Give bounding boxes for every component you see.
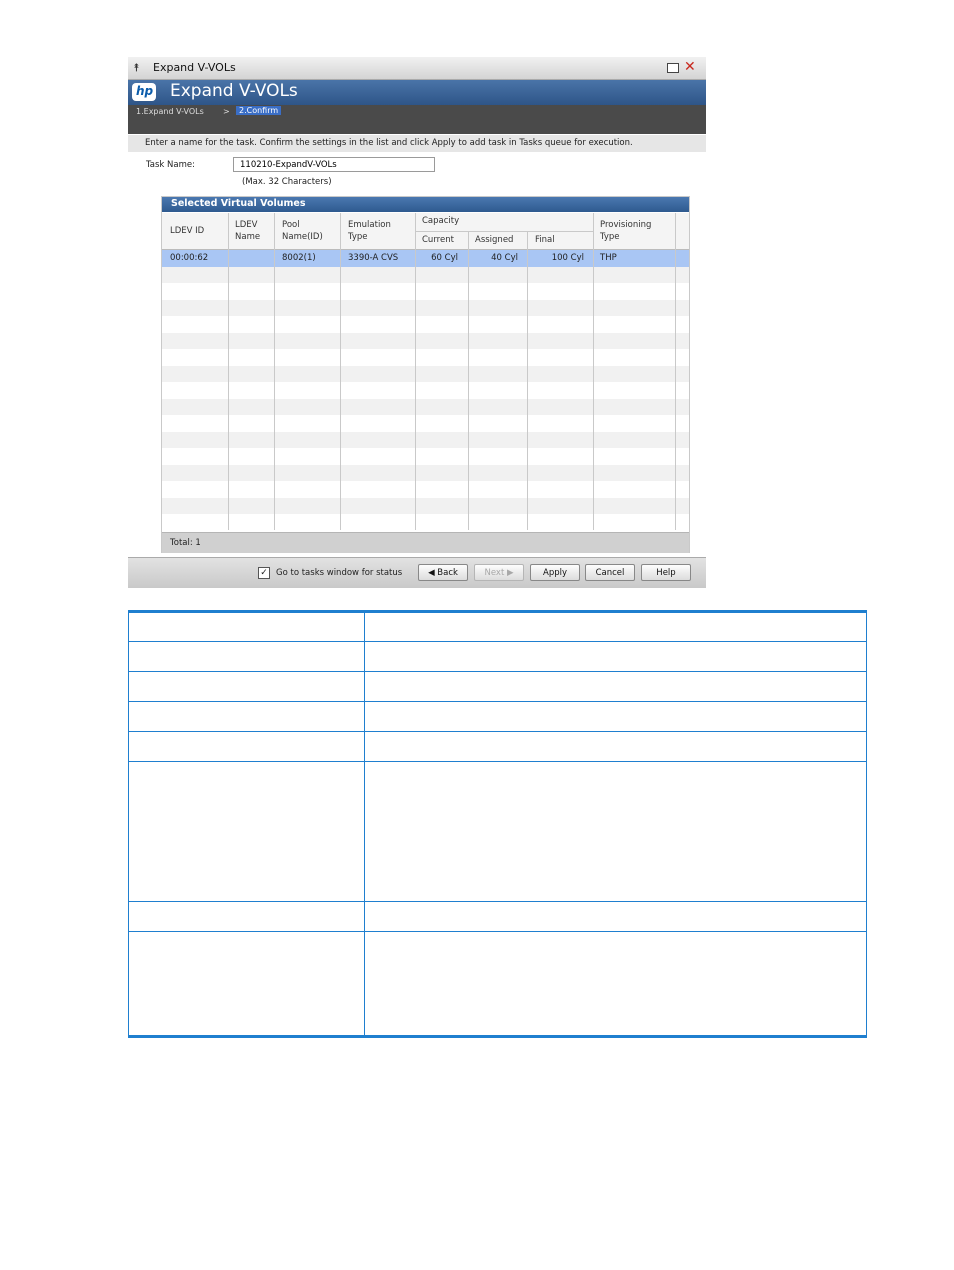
table-row-empty	[162, 267, 689, 284]
instruction-text: Enter a name for the task. Confirm the settings in the list and click Apply to add task in Tasks queue for execution.	[145, 138, 633, 148]
table-row-empty	[162, 514, 689, 530]
table-row-divider	[128, 731, 867, 732]
panel-title	[162, 197, 689, 212]
col-emulation[interactable]	[348, 219, 391, 243]
table-border-left	[128, 613, 129, 1035]
cell-provisioning: THP	[600, 253, 617, 263]
table-row-empty	[162, 382, 689, 399]
window-title: Expand V-VOLs	[153, 61, 236, 74]
table-border-right	[866, 613, 867, 1035]
col-current[interactable]: Current	[422, 235, 454, 245]
table-row-divider	[128, 761, 867, 762]
col-divider	[228, 213, 229, 530]
col-divider	[415, 213, 416, 530]
table-row-empty	[162, 300, 689, 317]
col-provisioning[interactable]	[600, 219, 651, 243]
instruction-bar	[128, 135, 706, 152]
window-titlebar	[128, 57, 706, 80]
col-pool-l1: Pool	[282, 220, 300, 230]
col-divider	[468, 231, 469, 530]
table-row-empty	[162, 481, 689, 498]
maximize-icon[interactable]	[667, 63, 679, 73]
breadcrumb-separator: >	[223, 107, 230, 116]
table-row-divider	[128, 641, 867, 642]
col-assigned[interactable]: Assigned	[475, 235, 514, 245]
cell-emulation: 3390-A CVS	[348, 253, 399, 263]
table-row-empty	[162, 448, 689, 465]
next-button[interactable]: Next ▶	[474, 564, 524, 581]
col-ldev-name-l2: Name	[235, 232, 261, 242]
task-name-input[interactable]	[233, 157, 435, 172]
table-header	[162, 213, 689, 250]
cell-final: 100 Cyl	[551, 253, 584, 263]
col-divider	[274, 213, 275, 530]
capacity-divider	[415, 231, 593, 232]
col-emulation-l1: Emulation	[348, 220, 391, 230]
collapse-icon[interactable]: ⯭	[133, 61, 140, 74]
table-row-empty	[162, 366, 689, 383]
logo-text: hp	[136, 84, 154, 98]
total-count: Total: 1	[170, 538, 201, 548]
col-ldev-name[interactable]	[235, 219, 260, 243]
table-body	[162, 250, 689, 530]
document-table	[128, 610, 867, 1038]
task-name-label: Task Name:	[146, 160, 195, 170]
col-divider	[340, 213, 341, 530]
col-pool-l2: Name(ID)	[282, 232, 323, 242]
breadcrumb-step2: 2.Confirm	[236, 106, 281, 115]
table-row-divider	[128, 901, 867, 902]
header-title: Expand V-VOLs	[170, 81, 298, 101]
table-row[interactable]	[162, 250, 689, 267]
wizard-header	[128, 80, 706, 134]
table-row-empty	[162, 432, 689, 449]
close-icon[interactable]: ✕	[684, 59, 696, 75]
table-row-empty	[162, 415, 689, 432]
table-row-divider	[128, 931, 867, 932]
selected-volumes-panel	[161, 196, 690, 553]
table-row-empty	[162, 498, 689, 515]
panel-title-text: Selected Virtual Volumes	[171, 198, 306, 209]
expand-vvols-window	[128, 57, 706, 587]
col-provisioning-l2: Type	[600, 232, 620, 242]
col-final[interactable]: Final	[535, 235, 555, 245]
cell-current: 60 Cyl	[431, 253, 458, 263]
breadcrumb-step1[interactable]: 1.Expand V-VOLs	[136, 107, 204, 116]
col-ldev-id[interactable]: LDEV ID	[170, 226, 205, 236]
col-ldev-name-l1: LDEV	[235, 220, 258, 230]
help-button[interactable]: Help	[641, 564, 691, 581]
apply-button[interactable]: Apply	[530, 564, 580, 581]
back-button[interactable]: ◀ Back	[418, 564, 468, 581]
header-band	[128, 80, 706, 105]
table-row-empty	[162, 465, 689, 482]
cell-ldev-id: 00:00:62	[170, 253, 209, 263]
table-footer	[162, 532, 689, 553]
table-row-divider	[128, 701, 867, 702]
table-row-empty	[162, 283, 689, 300]
col-divider	[675, 213, 676, 530]
cell-pool: 8002(1)	[282, 253, 316, 263]
table-row-empty	[162, 349, 689, 366]
cell-assigned: 40 Cyl	[491, 253, 518, 263]
table-row-divider	[128, 671, 867, 672]
go-to-tasks-label[interactable]: Go to tasks window for status	[276, 568, 403, 578]
table-row-empty	[162, 399, 689, 416]
task-name-hint: (Max. 32 Characters)	[242, 177, 332, 187]
col-capacity: Capacity	[422, 216, 460, 226]
table-column-divider	[364, 613, 365, 1035]
bottom-toolbar	[128, 557, 706, 588]
table-row-empty	[162, 316, 689, 333]
col-pool[interactable]	[282, 219, 323, 243]
col-emulation-l2: Type	[348, 232, 368, 242]
cancel-button[interactable]: Cancel	[585, 564, 635, 581]
col-divider	[593, 213, 594, 530]
hp-logo	[132, 83, 156, 101]
col-divider	[527, 231, 528, 530]
go-to-tasks-checkbox[interactable]: ✓	[258, 567, 270, 579]
col-provisioning-l1: Provisioning	[600, 220, 652, 230]
table-row-empty	[162, 333, 689, 350]
